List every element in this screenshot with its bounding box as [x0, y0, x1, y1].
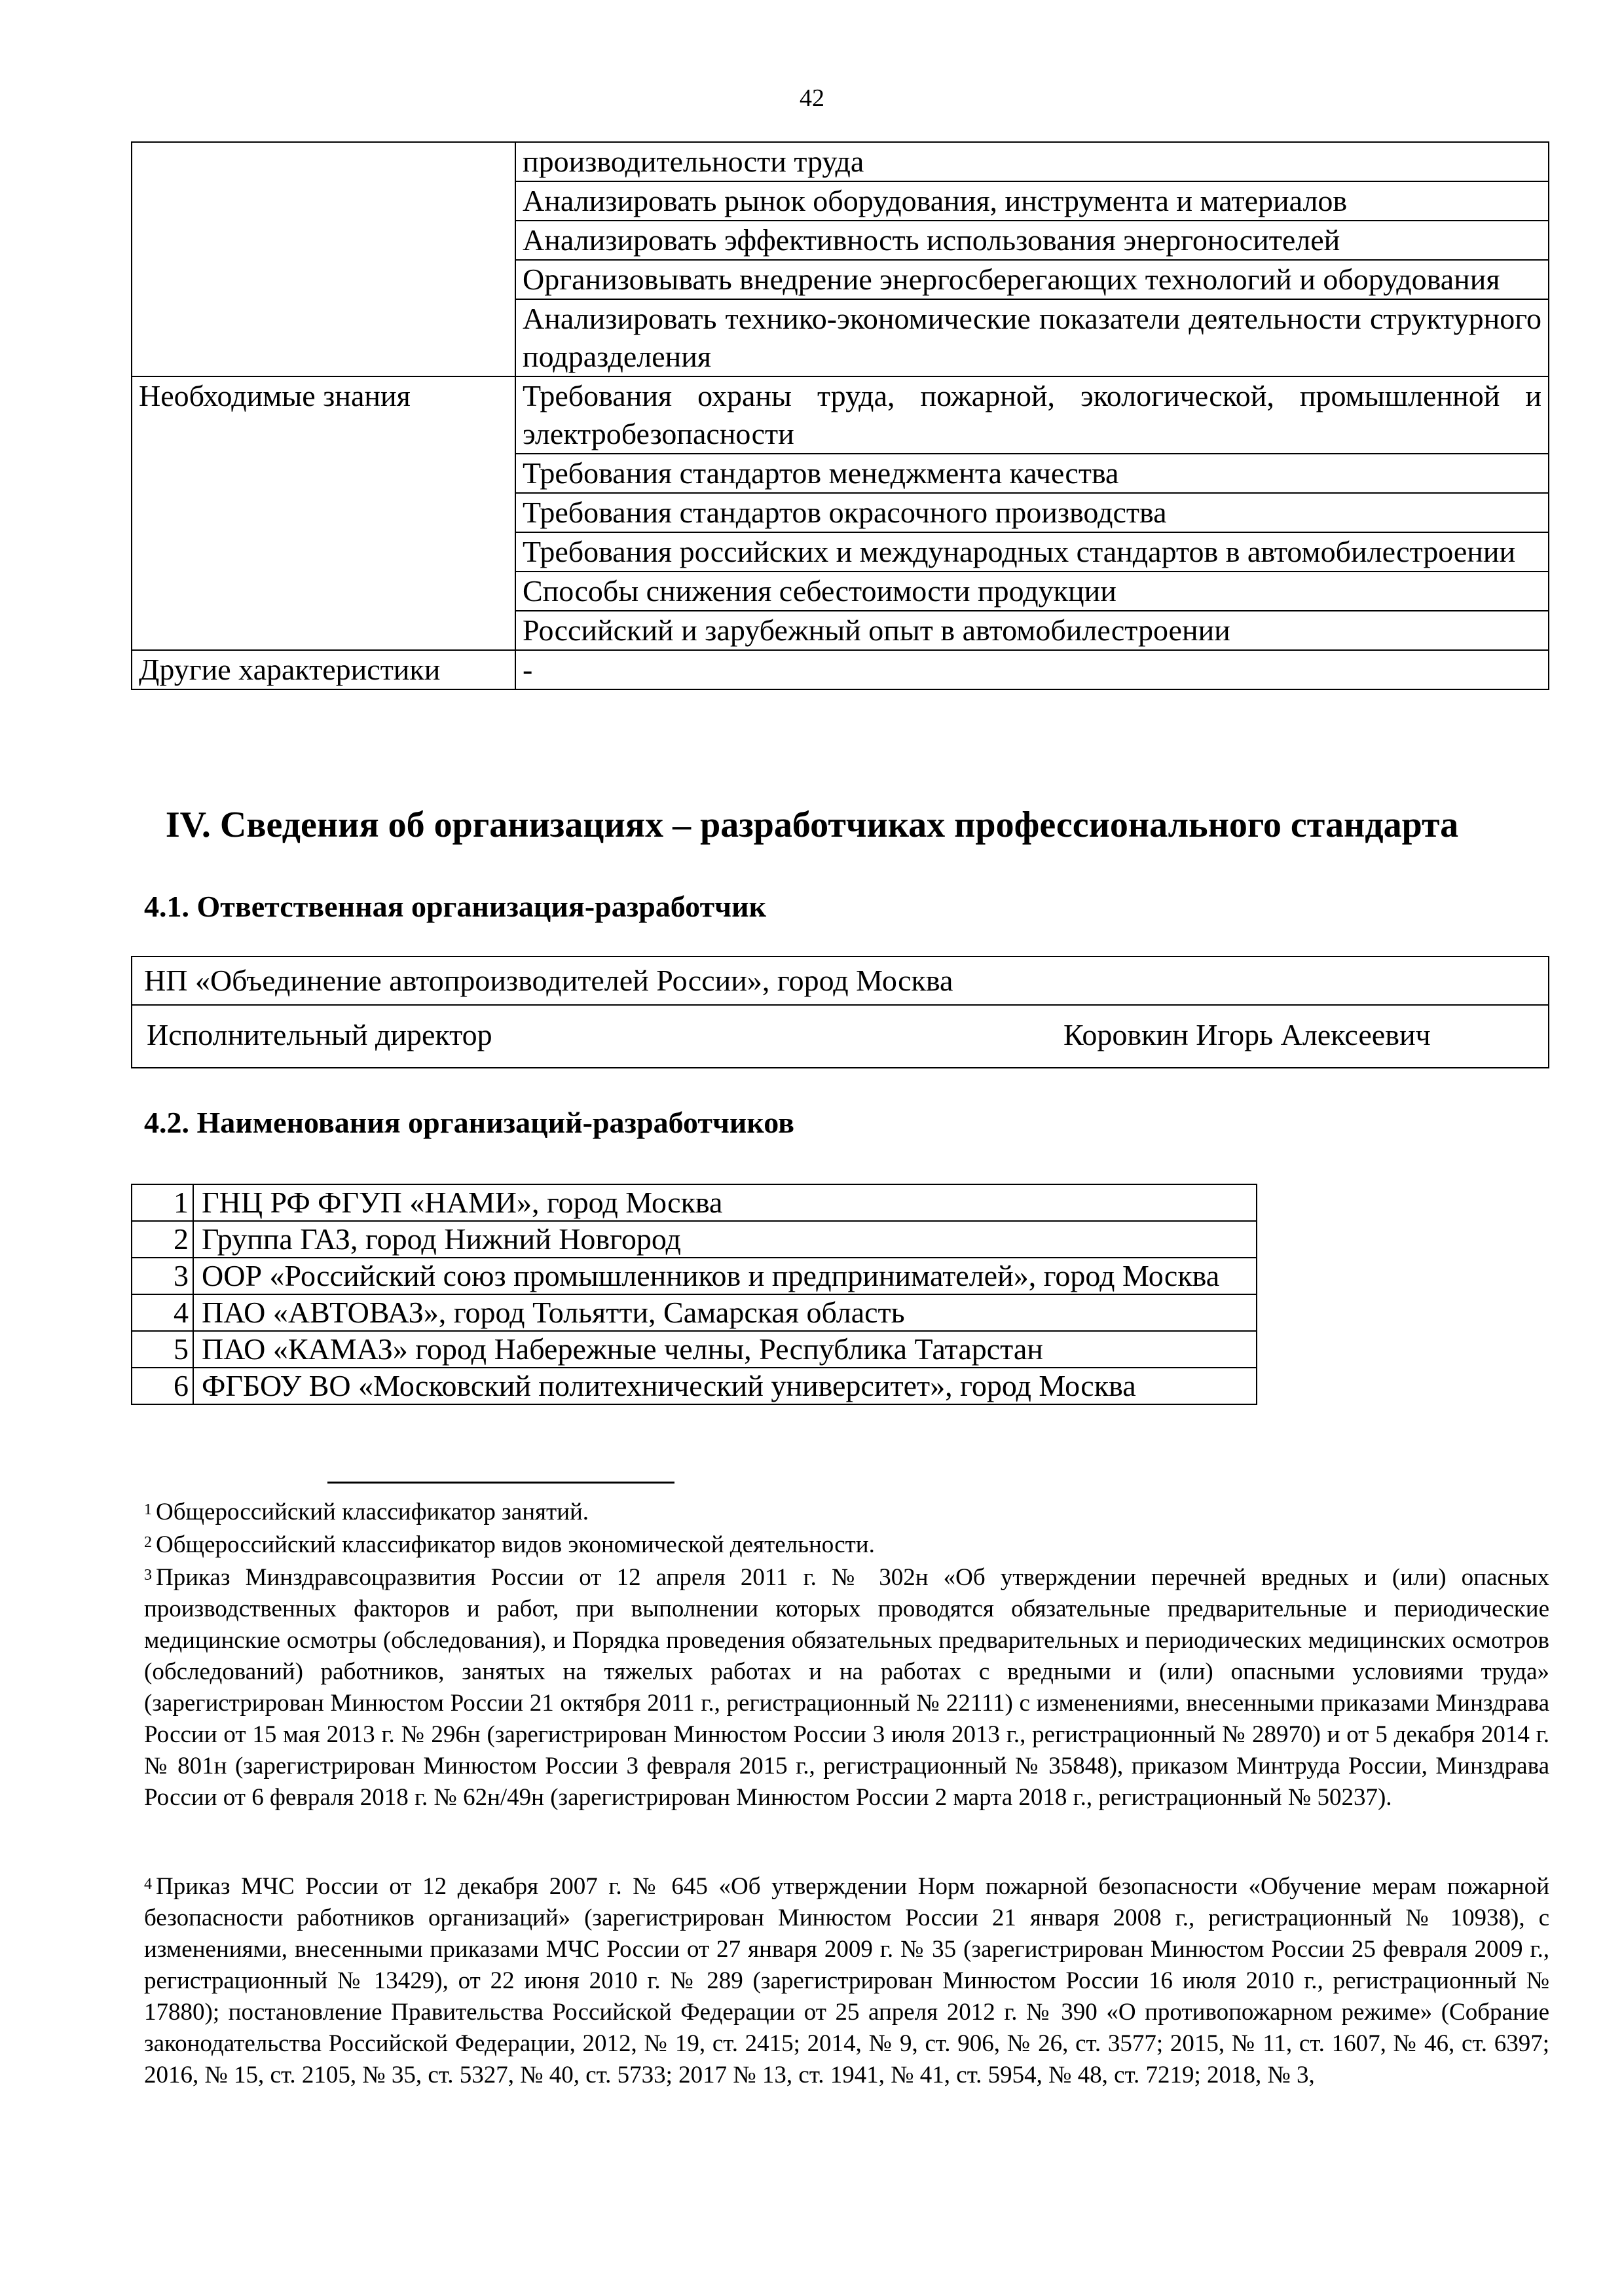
- footnote-mark: 3: [144, 1567, 152, 1584]
- row-number: 3: [132, 1258, 193, 1294]
- position-title: Исполнительный директор: [147, 1018, 492, 1051]
- knowledge-cell: Требования российских и международных стандартов в автомобилестроении: [515, 532, 1549, 572]
- footnote: [144, 1562, 1549, 1813]
- table-row: [132, 1331, 1257, 1368]
- table-row: [132, 376, 1549, 454]
- table-row: [132, 260, 1549, 299]
- responsible-org-name: НП «Объединение автопроизводителей России», город Москва: [132, 957, 1548, 1006]
- footnote: [144, 1871, 1549, 2091]
- responsible-org-table: [131, 956, 1549, 1068]
- page-number: 42: [800, 84, 824, 112]
- qualification-table: [131, 141, 1549, 690]
- developer-name: ГНЦ РФ ФГУП «НАМИ», город Москва: [193, 1184, 1257, 1221]
- table-row: [132, 1221, 1257, 1258]
- footnote-mark: 1: [144, 1501, 152, 1518]
- label-cell: [132, 532, 515, 572]
- table-row: [132, 493, 1549, 532]
- row-number: 1: [132, 1184, 193, 1221]
- footnote-text: Приказ МЧС России от 12 декабря 2007 г. № 645 «Об утверждении Норм пожарной безопасности «Обучение мерам пожарной безопасности работников организаций» (зарегистрирован Минюстом России 21 января 2008 г., регистрационный № 10938), с изменениями, внесенными приказами МЧС России от 27 января 2009 г. № 35 (зарегистрирован Минюстом России 25 февраля 2009 г., регистрационный № 13429), от 22 июня 2010 г. № 289 (зарегистрирован Минюстом России 16 июля 2010 г., регистрационный № 17880); постановление Правительства Российской Федерации от 25 апреля 2012 г. № 390 «О противопожарном режиме» (Собрание законодательства Российской Федерации, 2012, № 19, ст. 2415; 2014, № 9, ст. 906, № 26, ст. 3577; 2015, № 11, ст. 1607, № 46, ст. 6397; 2016, № 15, ст. 2105, № 35, ст. 5327, № 40, ст. 5733; 2017 № 13, ст. 1941, № 41, ст. 5954, № 48, ст. 7219; 2018, № 3,: [144, 1873, 1549, 2088]
- label-cell: [132, 611, 515, 650]
- label-cell: Необходимые знания: [132, 376, 515, 454]
- label-cell: [132, 299, 515, 376]
- table-row: [132, 454, 1549, 493]
- table-row: [132, 181, 1549, 221]
- footnote-text: Приказ Минздравсоцразвития России от 12 апреля 2011 г. № 302н «Об утверждении перечней вредных и (или) опасных производственных факторов и работ, при выполнении которых проводятся обязательные предварительные и периодические медицинские осмотры (обследования), и Порядка проведения обязательных предварительных и периодических медицинских осмотров (обследований) работников, занятых на тяжелых работах и на работах с вредными и (или) опасными условиями труда» (зарегистрирован Минюстом России 21 октября 2011 г., регистрационный № 22111) с изменениями, внесенными приказами Минздрава России от 15 мая 2013 г. № 296н (зарегистрирован Минюстом России 3 июля 2013 г., регистрационный № 28970) и от 5 декабря 2014 г. № 801н (зарегистрирован Минюстом России 3 февраля 2015 г., регистрационный № 35848), приказом Минтруда России, Минздрава России от 6 февраля 2018 г. № 62н/49н (зарегистрирован Минюстом России 2 марта 2018 г., регистрационный № 50237).: [144, 1564, 1549, 1811]
- table-row: [132, 299, 1549, 376]
- label-cell: [132, 493, 515, 532]
- person-name: Коровкин Игорь Алексеевич: [1063, 1018, 1431, 1051]
- table-row: [132, 572, 1549, 611]
- developer-name: ПАО «АВТОВАЗ», город Тольятти, Самарская область: [193, 1294, 1257, 1331]
- developer-name: Группа ГАЗ, город Нижний Новгород: [193, 1221, 1257, 1258]
- label-cell: [132, 260, 515, 299]
- row-number: 2: [132, 1221, 193, 1258]
- label-cell: [132, 142, 515, 181]
- footnote-text: Общероссийский классификатор занятий.: [156, 1499, 589, 1525]
- table-row: [132, 611, 1549, 650]
- skill-cell: Анализировать рынок оборудования, инструмента и материалов: [515, 181, 1549, 221]
- developer-name: ФГБОУ ВО «Московский политехнический университет», город Москва: [193, 1368, 1257, 1404]
- label-cell: [132, 221, 515, 260]
- table-row: [132, 532, 1549, 572]
- developer-name: ООР «Российский союз промышленников и предпринимателей», город Москва: [193, 1258, 1257, 1294]
- label-cell: [132, 454, 515, 493]
- footnote-mark: 2: [144, 1534, 152, 1551]
- footnote-mark: 4: [144, 1876, 152, 1893]
- row-number: 6: [132, 1368, 193, 1404]
- table-row: [132, 1294, 1257, 1331]
- footnote-text: Общероссийский классификатор видов экономической деятельности.: [156, 1531, 875, 1558]
- knowledge-cell: Требования стандартов окрасочного производства: [515, 493, 1549, 532]
- knowledge-cell: Способы снижения себестоимости продукции: [515, 572, 1549, 611]
- label-cell: [132, 572, 515, 611]
- table-row: [132, 1258, 1257, 1294]
- skill-cell: Анализировать эффективность использования энергоносителей: [515, 221, 1549, 260]
- table-row: [132, 221, 1549, 260]
- knowledge-cell: Требования охраны труда, пожарной, экологической, промышленной и электробезопасности: [515, 376, 1549, 454]
- section-title: IV. Сведения об организациях – разработчиках профессионального стандарта: [165, 805, 1459, 845]
- skill-cell: Организовывать внедрение энергосберегающих технологий и оборудования: [515, 260, 1549, 299]
- label-cell: Другие характеристики: [132, 650, 515, 689]
- table-row: [132, 1368, 1257, 1404]
- subsection-title-developers: 4.2. Наименования организаций-разработчиков: [144, 1106, 794, 1139]
- table-row: [132, 1184, 1257, 1221]
- developers-table: [131, 1184, 1257, 1405]
- knowledge-cell: Российский и зарубежный опыт в автомобилестроении: [515, 611, 1549, 650]
- footnote-separator: [327, 1482, 674, 1484]
- table-row: [132, 650, 1549, 689]
- table-row: [132, 142, 1549, 181]
- other-cell: -: [515, 650, 1549, 689]
- knowledge-cell: Требования стандартов менеджмента качества: [515, 454, 1549, 493]
- developer-name: ПАО «КАМАЗ» город Набережные челны, Республика Татарстан: [193, 1331, 1257, 1368]
- footnote: [144, 1497, 1549, 1528]
- skill-cell: производительности труда: [515, 142, 1549, 181]
- row-number: 4: [132, 1294, 193, 1331]
- subsection-title-responsible: 4.1. Ответственная организация-разработчик: [144, 890, 767, 923]
- skill-cell: Анализировать технико-экономические показатели деятельности структурного подразделения: [515, 299, 1549, 376]
- label-cell: [132, 181, 515, 221]
- footnote: [144, 1529, 1549, 1561]
- row-number: 5: [132, 1331, 193, 1368]
